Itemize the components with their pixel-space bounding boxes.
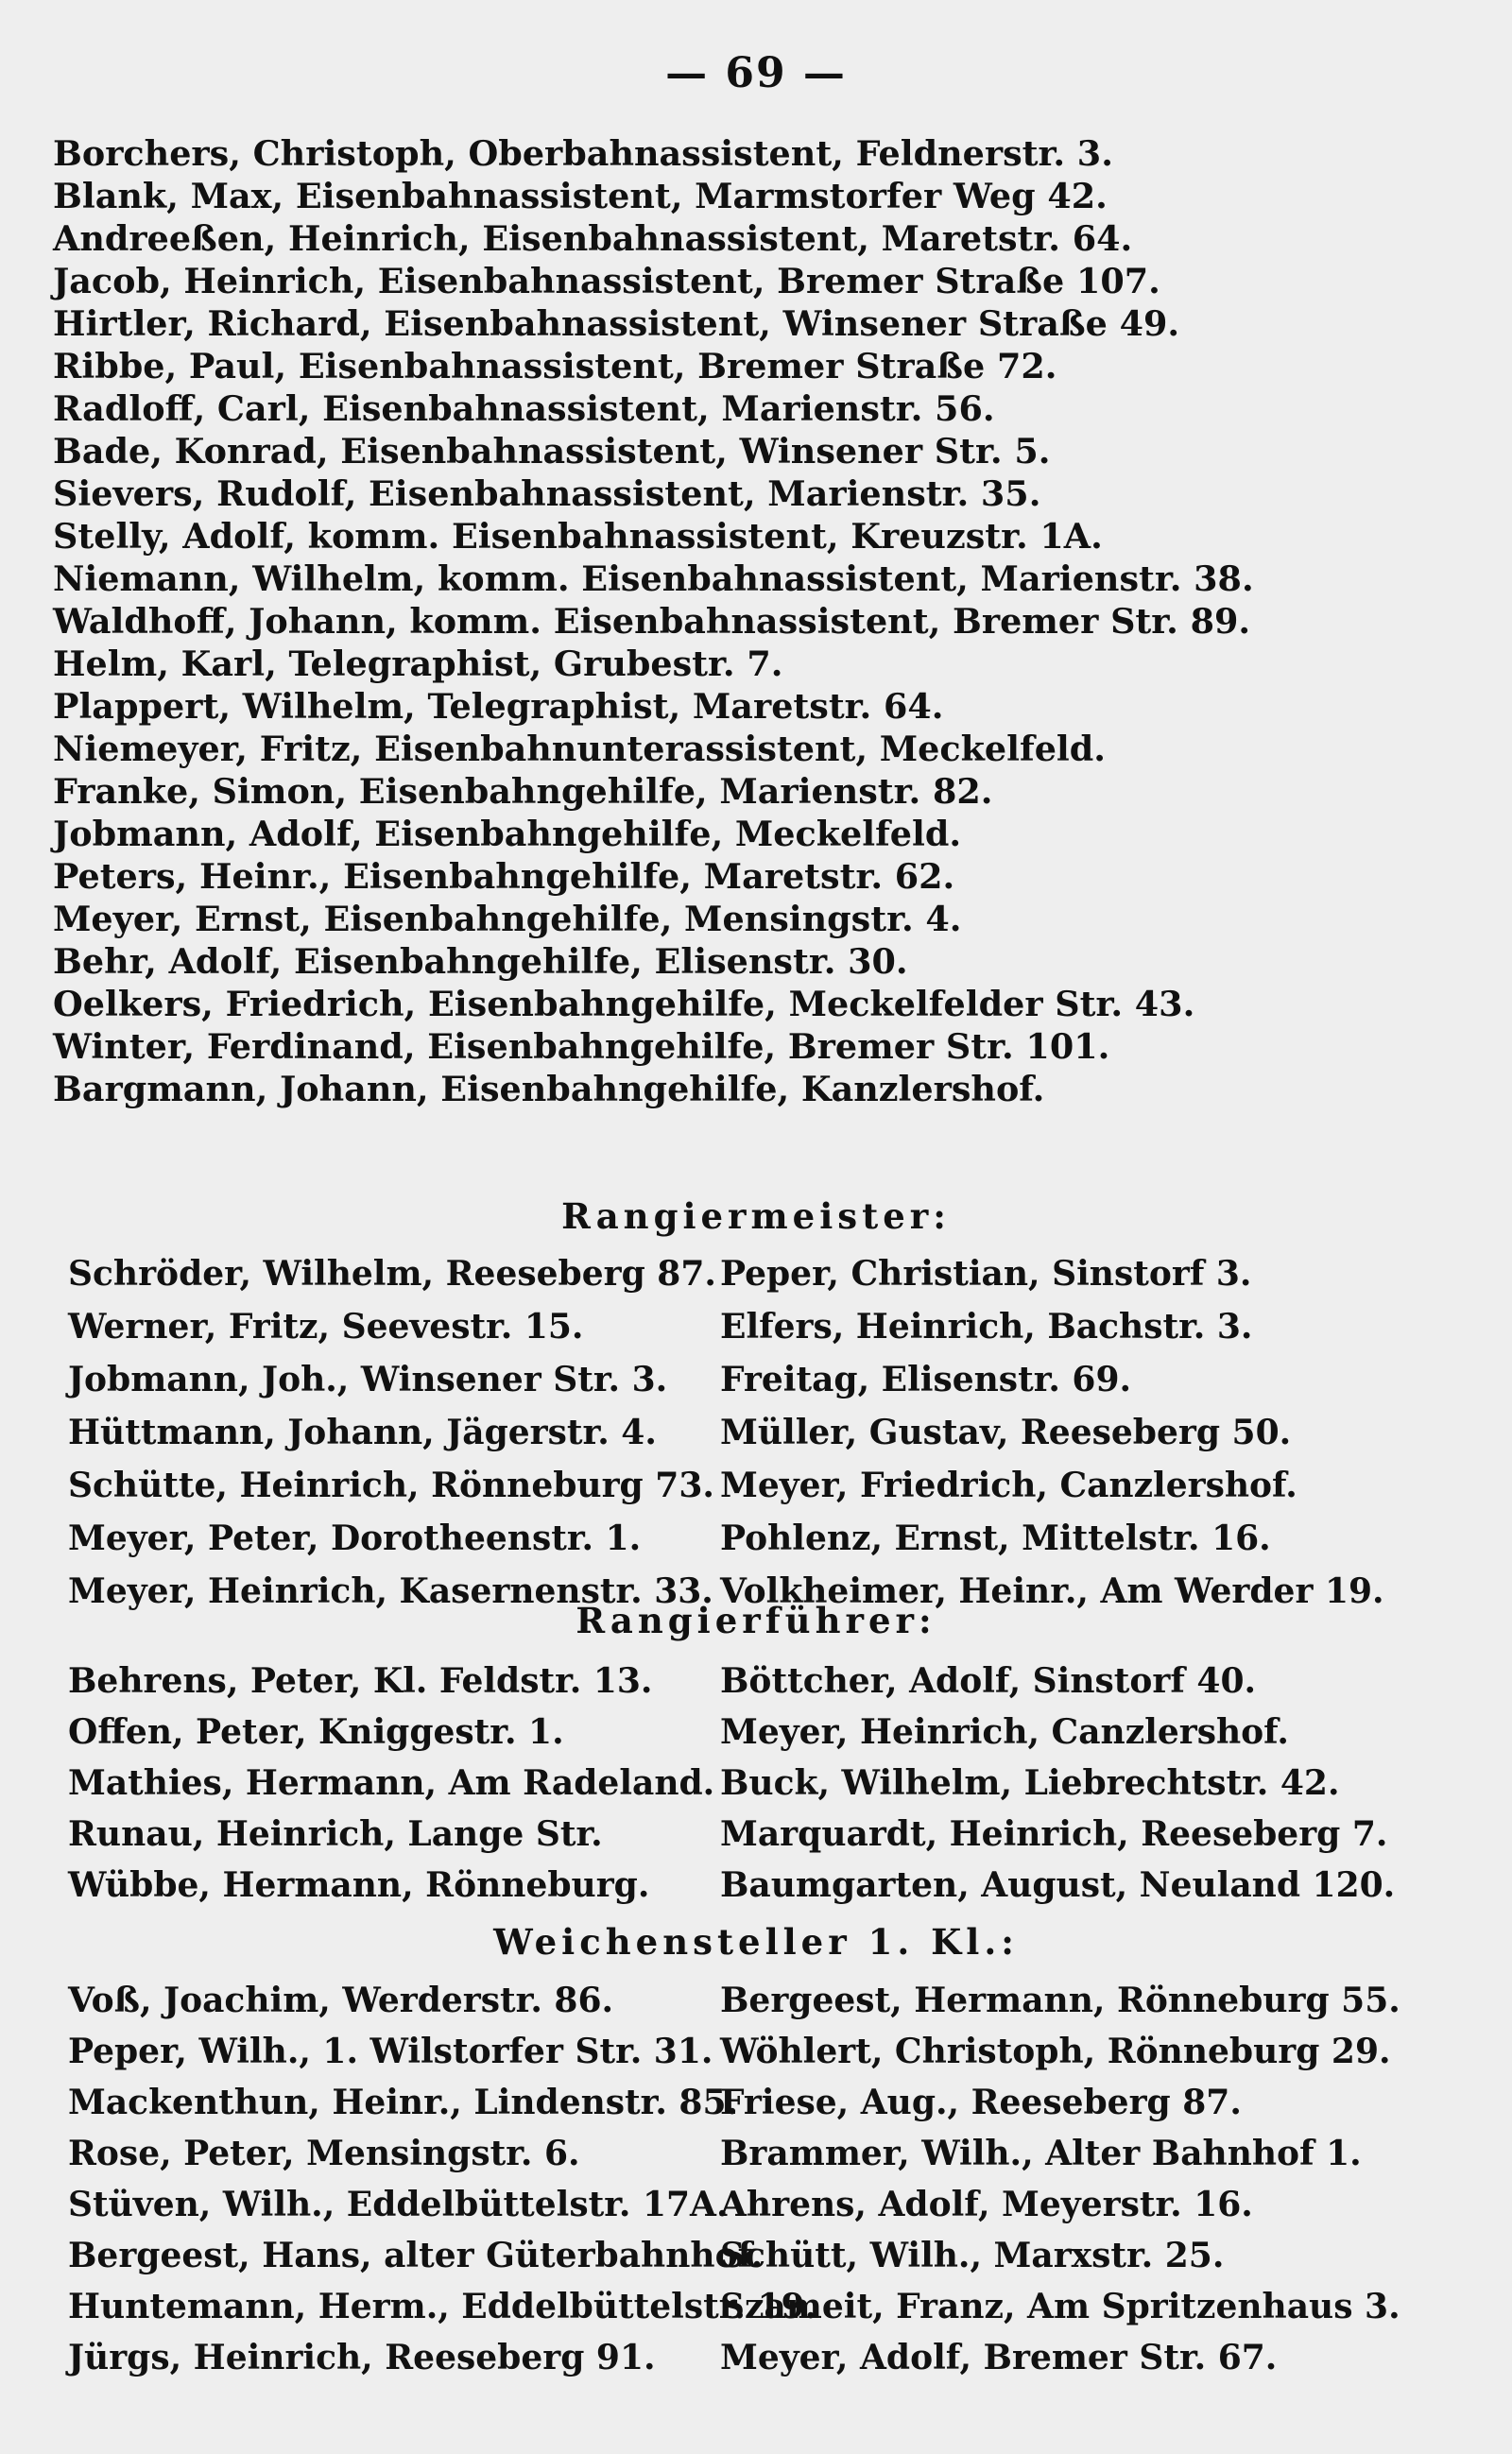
list-item: Plappert, Wilhelm, Telegraphist, Maretstr. 64.	[53, 686, 944, 727]
page-number: — 69 —	[665, 49, 847, 97]
list-item-left: Hüttmann, Johann, Jägerstr. 4.	[68, 1413, 657, 1452]
list-item: Blank, Max, Eisenbahnassistent, Marmstorfer Weg 42.	[53, 176, 1108, 216]
list-item-left: Schröder, Wilhelm, Reeseberg 87.	[68, 1254, 716, 1294]
list-item-left: Wübbe, Hermann, Rönneburg.	[68, 1865, 650, 1905]
list-item-right: Marquardt, Heinrich, Reeseberg 7.	[720, 1814, 1388, 1854]
table-row	[68, 2128, 1457, 2179]
list-item-left: Peper, Wilh., 1. Wilstorfer Str. 31.	[68, 2032, 713, 2071]
list-item: Niemeyer, Fritz, Eisenbahnunterassistent, Meckelfeld.	[53, 729, 1107, 769]
list-item: Oelkers, Friedrich, Eisenbahngehilfe, Meckelfelder Str. 43.	[53, 984, 1195, 1024]
table-row	[68, 1809, 1457, 1860]
table-row	[68, 1512, 1457, 1565]
table-row	[68, 1860, 1457, 1911]
list-item: Franke, Simon, Eisenbahngehilfe, Marienstr. 82.	[53, 771, 993, 812]
list-item: Jobmann, Adolf, Eisenbahngehilfe, Meckelfeld.	[53, 814, 962, 854]
table-row	[68, 1459, 1457, 1512]
section-title-weichensteller: Weichensteller 1. Kl.:	[493, 1921, 1019, 1963]
list-item: Meyer, Ernst, Eisenbahngehilfe, Mensingstr. 4.	[53, 899, 962, 939]
table-row	[68, 2230, 1457, 2281]
list-item-left: Mathies, Hermann, Am Radeland.	[68, 1763, 715, 1803]
list-item-right: Böttcher, Adolf, Sinstorf 40.	[720, 1661, 1257, 1701]
list-item: Bargmann, Johann, Eisenbahngehilfe, Kanzlershof.	[53, 1069, 1045, 1109]
list-item-right: Volkheimer, Heinr., Am Werder 19.	[720, 1571, 1384, 1611]
table-row	[68, 1758, 1457, 1809]
table-row	[68, 1300, 1457, 1353]
list-item: Helm, Karl, Telegraphist, Grubestr. 7.	[53, 644, 783, 684]
staff-list	[53, 132, 1461, 1110]
list-item-right: Elfers, Heinrich, Bachstr. 3.	[720, 1307, 1253, 1347]
list-item-left: Meyer, Peter, Dorotheenstr. 1.	[68, 1519, 642, 1558]
list-item-left: Huntemann, Herm., Eddelbüttelstr. 19.	[68, 2287, 817, 2326]
list-item: Sievers, Rudolf, Eisenbahnassistent, Marienstr. 35.	[53, 473, 1041, 514]
list-item-right: Brammer, Wilh., Alter Bahnhof 1.	[720, 2134, 1362, 2173]
list-item-right: Meyer, Adolf, Bremer Str. 67.	[720, 2338, 1278, 2377]
list-item: Winter, Ferdinand, Eisenbahngehilfe, Bremer Str. 101.	[53, 1026, 1110, 1067]
list-item-right: Schütt, Wilh., Marxstr. 25.	[720, 2236, 1225, 2275]
list-item-right: Szameit, Franz, Am Spritzenhaus 3.	[720, 2287, 1400, 2326]
list-item: Waldhoff, Johann, komm. Eisenbahnassistent, Bremer Str. 89.	[53, 601, 1251, 642]
list-item: Behr, Adolf, Eisenbahngehilfe, Elisenstr. 30.	[53, 941, 908, 982]
list-item: Hirtler, Richard, Eisenbahnassistent, Winsener Straße 49.	[53, 303, 1180, 344]
list-item-left: Jürgs, Heinrich, Reeseberg 91.	[68, 2338, 656, 2377]
list-item-right: Freitag, Elisenstr. 69.	[720, 1360, 1132, 1399]
table-row	[68, 1656, 1457, 1707]
table-row	[68, 2026, 1457, 2077]
list-item: Peters, Heinr., Eisenbahngehilfe, Maretstr. 62.	[53, 856, 955, 897]
list-item-left: Rose, Peter, Mensingstr. 6.	[68, 2134, 580, 2173]
list-item-left: Offen, Peter, Kniggestr. 1.	[68, 1712, 564, 1752]
table-row	[68, 2077, 1457, 2128]
list-item: Bade, Konrad, Eisenbahnassistent, Winsener Str. 5.	[53, 431, 1051, 472]
list-item-right: Meyer, Heinrich, Canzlershof.	[720, 1712, 1289, 1752]
rangierfuehrer-list	[68, 1656, 1457, 1911]
list-item-left: Behrens, Peter, Kl. Feldstr. 13.	[68, 1661, 653, 1701]
list-item: Jacob, Heinrich, Eisenbahnassistent, Bremer Straße 107.	[53, 261, 1160, 301]
section-title-rangierfuehrer: Rangierführer:	[576, 1600, 936, 1641]
weichensteller-list	[68, 1975, 1457, 2383]
list-item-right: Wöhlert, Christoph, Rönneburg 29.	[720, 2032, 1391, 2071]
list-item-left: Jobmann, Joh., Winsener Str. 3.	[68, 1360, 668, 1399]
list-item-right: Peper, Christian, Sinstorf 3.	[720, 1254, 1252, 1294]
list-item: Stelly, Adolf, komm. Eisenbahnassistent, Kreuzstr. 1A.	[53, 516, 1103, 557]
list-item-right: Buck, Wilhelm, Liebrechtstr. 42.	[720, 1763, 1340, 1803]
list-item-left: Schütte, Heinrich, Rönneburg 73.	[68, 1466, 714, 1505]
list-item-left: Runau, Heinrich, Lange Str.	[68, 1814, 603, 1854]
list-item: Borchers, Christoph, Oberbahnassistent, Feldnerstr. 3.	[53, 133, 1113, 174]
table-row	[68, 1406, 1457, 1459]
list-item-left: Meyer, Heinrich, Kasernenstr. 33.	[68, 1571, 713, 1611]
list-item-right: Baumgarten, August, Neuland 120.	[720, 1865, 1396, 1905]
list-item-left: Stüven, Wilh., Eddelbüttelstr. 17A.	[68, 2185, 729, 2224]
list-item-left: Bergeest, Hans, alter Güterbahnhof.	[68, 2236, 764, 2275]
table-row	[68, 2332, 1457, 2383]
list-item-right: Müller, Gustav, Reeseberg 50.	[720, 1413, 1292, 1452]
table-row	[68, 1707, 1457, 1758]
list-item-left: Voß, Joachim, Werderstr. 86.	[68, 1981, 614, 2020]
list-item-right: Meyer, Friedrich, Canzlershof.	[720, 1466, 1297, 1505]
list-item: Andreeßen, Heinrich, Eisenbahnassistent, Maretstr. 64.	[53, 218, 1133, 259]
table-row	[68, 1247, 1457, 1300]
list-item: Niemann, Wilhelm, komm. Eisenbahnassistent, Marienstr. 38.	[53, 558, 1254, 599]
list-item-right: Friese, Aug., Reeseberg 87.	[720, 2083, 1242, 2122]
list-item-right: Bergeest, Hermann, Rönneburg 55.	[720, 1981, 1400, 2020]
list-item-left: Werner, Fritz, Seevestr. 15.	[68, 1307, 584, 1347]
table-row	[68, 2179, 1457, 2230]
list-item-right: Pohlenz, Ernst, Mittelstr. 16.	[720, 1519, 1271, 1558]
list-item: Ribbe, Paul, Eisenbahnassistent, Bremer Straße 72.	[53, 346, 1057, 386]
rangiermeister-list	[68, 1247, 1457, 1618]
table-row	[68, 1353, 1457, 1406]
table-row	[68, 1975, 1457, 2026]
section-title-rangiermeister: Rangiermeister:	[561, 1195, 951, 1237]
list-item-left: Mackenthun, Heinr., Lindenstr. 85.	[68, 2083, 739, 2122]
table-row	[68, 2281, 1457, 2332]
list-item-right: Ahrens, Adolf, Meyerstr. 16.	[720, 2185, 1253, 2224]
list-item: Radloff, Carl, Eisenbahnassistent, Marienstr. 56.	[53, 388, 995, 429]
